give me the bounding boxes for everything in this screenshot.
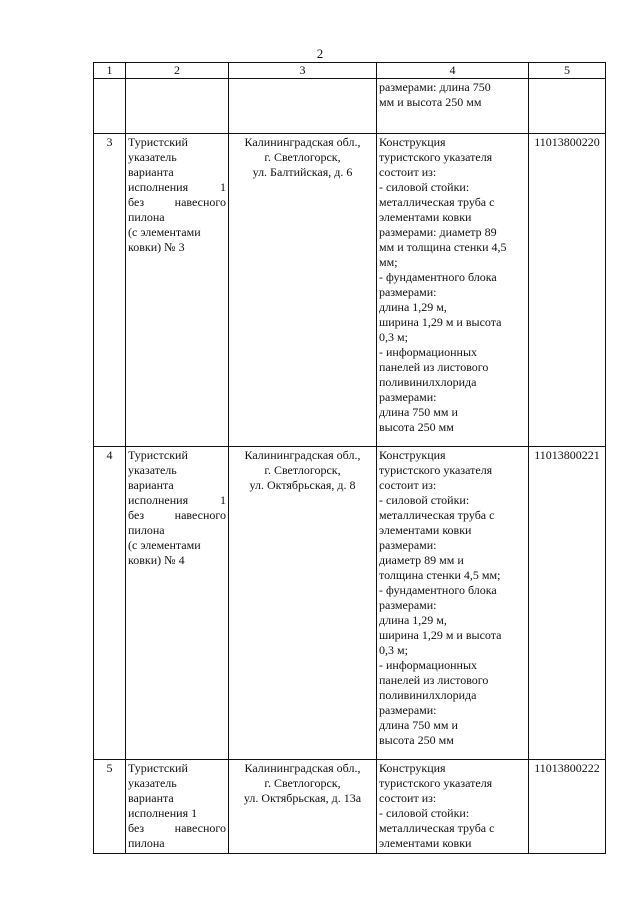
description-line: элементами ковки <box>379 210 472 224</box>
address-line: г. Светлогорск, <box>264 463 341 477</box>
address-cell <box>229 79 377 134</box>
name-word: навесного <box>174 195 226 209</box>
description-line: Конструкция <box>379 761 446 775</box>
code-cell: 11013800220 <box>529 134 606 447</box>
name-cell <box>126 760 229 854</box>
name-line: Туристский <box>128 135 188 149</box>
name-word: навесного <box>174 508 226 522</box>
description-line: размерами: длина 750 <box>379 80 491 94</box>
name-line: указатель <box>128 463 177 477</box>
code-cell: 11013800221 <box>529 447 606 760</box>
description-line: - силовой стойки: <box>379 493 470 507</box>
description-line: высота 250 мм <box>379 733 454 747</box>
signs-table <box>93 62 606 854</box>
row-number-cell: 4 <box>94 447 126 760</box>
address-line: ул. Октябрьская, д. 8 <box>249 478 356 492</box>
name-line: пилона <box>128 210 165 224</box>
description-line: длина 1,29 м, <box>379 300 447 314</box>
name-line: Туристский <box>128 448 188 462</box>
name-cell <box>126 134 229 447</box>
description-line: диаметр 89 мм и <box>379 553 464 567</box>
description-line: толщина стенки 4,5 мм; <box>379 568 501 582</box>
column-header: 4 <box>377 63 529 79</box>
address-line: г. Светлогорск, <box>264 776 341 790</box>
address-line: ул. Октябрьская, д. 13а <box>243 791 362 805</box>
name-line: указатель <box>128 150 177 164</box>
description-line: металлическая труба с <box>379 821 495 835</box>
description-line: размерами: <box>379 285 437 299</box>
description-line: туристского указателя <box>379 463 493 477</box>
name-cell <box>126 79 229 134</box>
name-word: без <box>128 821 145 835</box>
name-line: ковки) № 3 <box>128 240 185 254</box>
description-line: металлическая труба с <box>379 508 495 522</box>
description-line: мм; <box>379 255 398 269</box>
address-line: Калининградская обл., <box>244 135 361 149</box>
description-line: - информационных <box>379 658 478 672</box>
description-cell <box>377 760 529 854</box>
description-line: состоит из: <box>379 791 437 805</box>
description-line: туристского указателя <box>379 150 493 164</box>
description-line: - силовой стойки: <box>379 180 470 194</box>
name-line: ковки) № 4 <box>128 553 185 567</box>
description-line: состоит из: <box>379 165 437 179</box>
description-cell <box>377 134 529 447</box>
description-line: элементами ковки <box>379 523 472 537</box>
row-number-cell: 5 <box>94 760 126 854</box>
description-line: - силовой стойки: <box>379 806 470 820</box>
description-line: Конструкция <box>379 448 446 462</box>
description-line: Конструкция <box>379 135 446 149</box>
description-line: длина 750 мм и <box>379 718 458 732</box>
description-line: 0,3 м; <box>379 330 408 344</box>
description-line: поливинилхлорида <box>379 688 477 702</box>
description-line: элементами ковки <box>379 836 472 850</box>
description-line: мм и высота 250 мм <box>379 95 482 109</box>
name-line: варианта <box>128 165 174 179</box>
description-line: размерами: <box>379 390 437 404</box>
description-line: ширина 1,29 м и высота <box>379 628 502 642</box>
description-cell <box>377 447 529 760</box>
table-row <box>94 760 606 854</box>
description-line: - фундаментного блока <box>379 270 497 284</box>
name-word: исполнения <box>128 493 189 507</box>
name-line: (с элементами <box>128 538 201 552</box>
name-cell <box>126 447 229 760</box>
name-line: пилона <box>128 836 165 850</box>
description-line: туристского указателя <box>379 776 493 790</box>
table-header-row <box>94 63 606 79</box>
address-line: Калининградская обл., <box>244 761 361 775</box>
description-line: 0,3 м; <box>379 643 408 657</box>
name-line: указатель <box>128 776 177 790</box>
description-line: панелей из листового <box>379 360 489 374</box>
name-line: пилона <box>128 523 165 537</box>
address-cell <box>229 760 377 854</box>
description-line: состоит из: <box>379 478 437 492</box>
table-row <box>94 134 606 447</box>
description-line: высота 250 мм <box>379 420 454 434</box>
name-word: без <box>128 508 145 522</box>
name-word: 1 <box>220 180 226 194</box>
name-word: исполнения <box>128 180 189 194</box>
description-line: длина 750 мм и <box>379 405 458 419</box>
name-line: (с элементами <box>128 225 201 239</box>
description-line: размерами: <box>379 538 437 552</box>
description-line: металлическая труба с <box>379 195 495 209</box>
description-line: длина 1,29 м, <box>379 613 447 627</box>
address-line: г. Светлогорск, <box>264 150 341 164</box>
name-line: варианта <box>128 791 174 805</box>
description-line: панелей из листового <box>379 673 489 687</box>
description-line: - информационных <box>379 345 478 359</box>
description-line: размерами: <box>379 703 437 717</box>
column-header: 5 <box>529 63 606 79</box>
page-number: 2 <box>316 46 324 61</box>
table-row <box>94 447 606 760</box>
column-header: 2 <box>126 63 229 79</box>
description-line: мм и толщина стенки 4,5 <box>379 240 507 254</box>
address-line: Калининградская обл., <box>244 448 361 462</box>
name-word: без <box>128 195 145 209</box>
row-number-cell: 3 <box>94 134 126 447</box>
address-line: ул. Балтийская, д. 6 <box>252 165 353 179</box>
name-line: варианта <box>128 478 174 492</box>
description-line: размерами: <box>379 598 437 612</box>
column-header: 3 <box>229 63 377 79</box>
address-cell <box>229 134 377 447</box>
name-word: 1 <box>220 493 226 507</box>
code-cell: 11013800222 <box>529 760 606 854</box>
column-header: 1 <box>94 63 126 79</box>
description-line: - фундаментного блока <box>379 583 497 597</box>
description-line: ширина 1,29 м и высота <box>379 315 502 329</box>
description-cell <box>377 79 529 134</box>
table-row-continuation <box>94 79 606 134</box>
code-cell <box>529 79 606 134</box>
name-line: Туристский <box>128 761 188 775</box>
description-line: поливинилхлорида <box>379 375 477 389</box>
description-line: размерами: диаметр 89 <box>379 225 497 239</box>
name-word: навесного <box>174 821 226 835</box>
address-cell <box>229 447 377 760</box>
name-line: исполнения 1 <box>128 806 198 820</box>
row-number-cell <box>94 79 126 134</box>
